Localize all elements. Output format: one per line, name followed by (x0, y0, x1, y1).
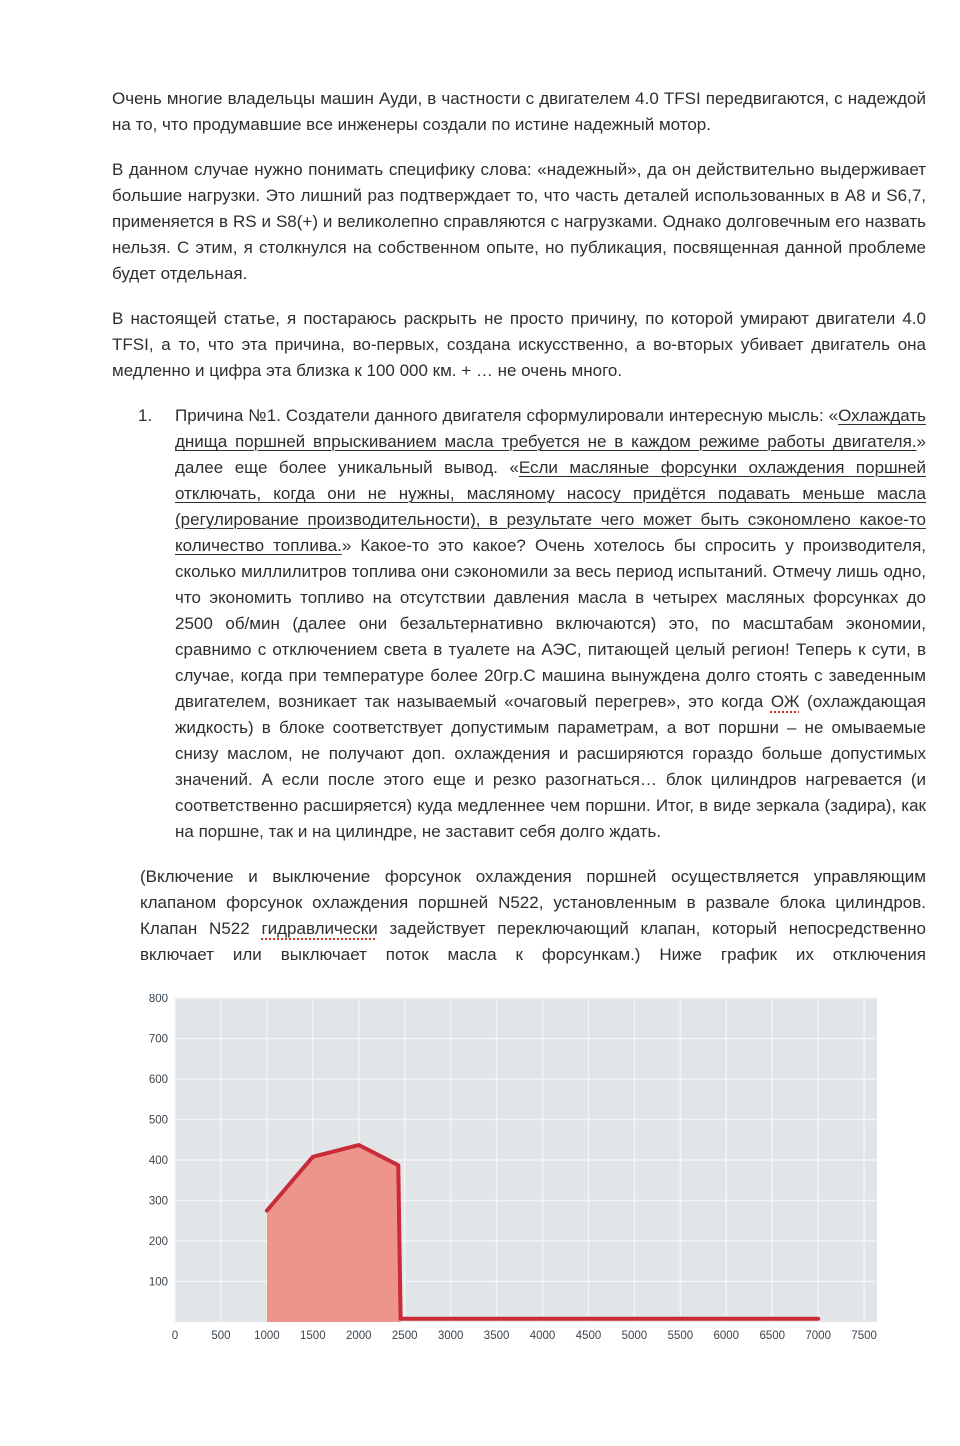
text-run: » далее еще более уникальный вывод. « (175, 432, 926, 477)
spellcheck-word: ОЖ (770, 692, 800, 711)
y-tick-label: 500 (148, 1114, 168, 1127)
article (112, 86, 926, 987)
y-tick-label: 600 (148, 1074, 168, 1086)
x-tick-label: 6000 (713, 1330, 740, 1342)
text-run: (охлаждающая жидкость) в блоке соответствует допустимым параметрам, а вот поршни – не омываемые снизу маслом, не получают доп. охлаждения и расширяются гораздо больше допустимых значений. А если после этого еще и резко разогнаться… блок цилиндров нагревается (и соответственно расширяется) куда медленнее чем поршни. Итог, в виде зеркала (задира), как на поршне, так и на цилиндре, не заставит себя долго ждать. (175, 692, 926, 841)
oil-jet-deactivation-chart (130, 994, 882, 1346)
x-tick-label: 5000 (621, 1330, 648, 1342)
x-tick-label: 2000 (345, 1330, 372, 1342)
spellcheck-word: гидравлически (261, 919, 378, 938)
x-tick-label: 4000 (529, 1330, 556, 1342)
y-tick-label: 700 (148, 1033, 168, 1046)
x-tick-label: 7500 (851, 1330, 877, 1342)
x-tick-label: 4500 (575, 1330, 602, 1342)
text-run: (Включение и выключение форсунок охлаждения поршней осуществляется управляющим клапаном форсунок охлаждения поршней N522, установленным в развале блока цилиндров. Клапан N522 (140, 867, 926, 938)
paragraph-reliability: В данном случае нужно понимать специфику слова: «надежный», да он действительно выдерживает большие нагрузки. Это лишний раз подтверждает то, что часть деталей использованных в А8 и S6,7, применяется в RS и S8(+) и великолепно справляются с нагрузками. Однако долговечным его назвать нельзя. С этим, я столкнулся на собственном опыте, но публикация, посвященная данной проблеме будет отдельная. (112, 160, 926, 283)
underlined-quote: Охлаждать днища поршней впрыскиванием масла требуется не в каждом режиме работы двигателя. (175, 406, 926, 451)
y-tick-label: 100 (148, 1276, 168, 1289)
list-item-number: 1. (138, 406, 153, 425)
underlined-quote: Если масляные форсунки охлаждения поршней отключать, когда они не нужны, масляному насосу придётся подавать меньше масла (регулирование производительности), в результате чего может быть сэкономлено какое-то количество топлива. (175, 458, 927, 555)
paragraph-thesis: В настоящей статье, я постараюсь раскрыть не просто причину, по которой умирают двигатели 4.0 TFSI, а то, что эта причина, во-первых, создана искусственно, а во-вторых убивает двигатель она медленно и цифра эта близка к 100 000 км. + … не очень много. (112, 309, 926, 380)
x-tick-label: 500 (211, 1330, 231, 1342)
text-run: Причина №1. Создатели данного двигателя сформулировали интересную мысль: « (175, 406, 839, 425)
y-tick-label: 300 (148, 1195, 168, 1208)
x-tick-label: 6500 (759, 1330, 786, 1342)
paragraph-intro: Очень многие владельцы машин Ауди, в частности с двигателем 4.0 TFSI передвигаются, с надеждой на то, что продумавшие все инженеры создали по истине надежный мотор. (112, 89, 926, 134)
x-tick-label: 3500 (483, 1330, 510, 1342)
ordered-list-item-1 (138, 403, 926, 845)
y-tick-label: 200 (148, 1236, 168, 1248)
text-run: » Какое-то это какое? Очень хотелось бы спросить у производителя, сколько миллилитров топлива они сэкономили за весь период испытаний. Отмечу лишь одно, что экономить топливо на отсутствии давления масла в четырех масляных форсунках до 2500 об/мин (далее они безальтернативно включаются) это, по масштабам экономии, сравнимо с отключением света в туалете на АЭС, питающей целый регион! Теперь к сути, в случае, когда при температуре более 20гр.С машина вынуждена долго стоять с заведенным двигателем, возникает так называемый «очаговый перегрев», это когда (175, 536, 926, 711)
x-tick-label: 2500 (391, 1330, 418, 1342)
text-run: задействует переключающий клапан, который непосредственно включает или выключает поток масла к форсункам.) Ниже график их отключения (140, 919, 926, 964)
y-tick-label: 400 (148, 1155, 168, 1167)
x-tick-label: 0 (171, 1330, 179, 1342)
list-item-text (175, 403, 926, 845)
x-tick-label: 7000 (805, 1330, 831, 1342)
x-tick-label: 5500 (667, 1330, 694, 1342)
paragraph-valve-note (140, 864, 926, 968)
y-tick-label: 800 (148, 994, 168, 1005)
x-tick-label: 3000 (437, 1330, 464, 1342)
x-tick-label: 1000 (254, 1330, 280, 1342)
x-tick-label: 1500 (300, 1330, 326, 1342)
